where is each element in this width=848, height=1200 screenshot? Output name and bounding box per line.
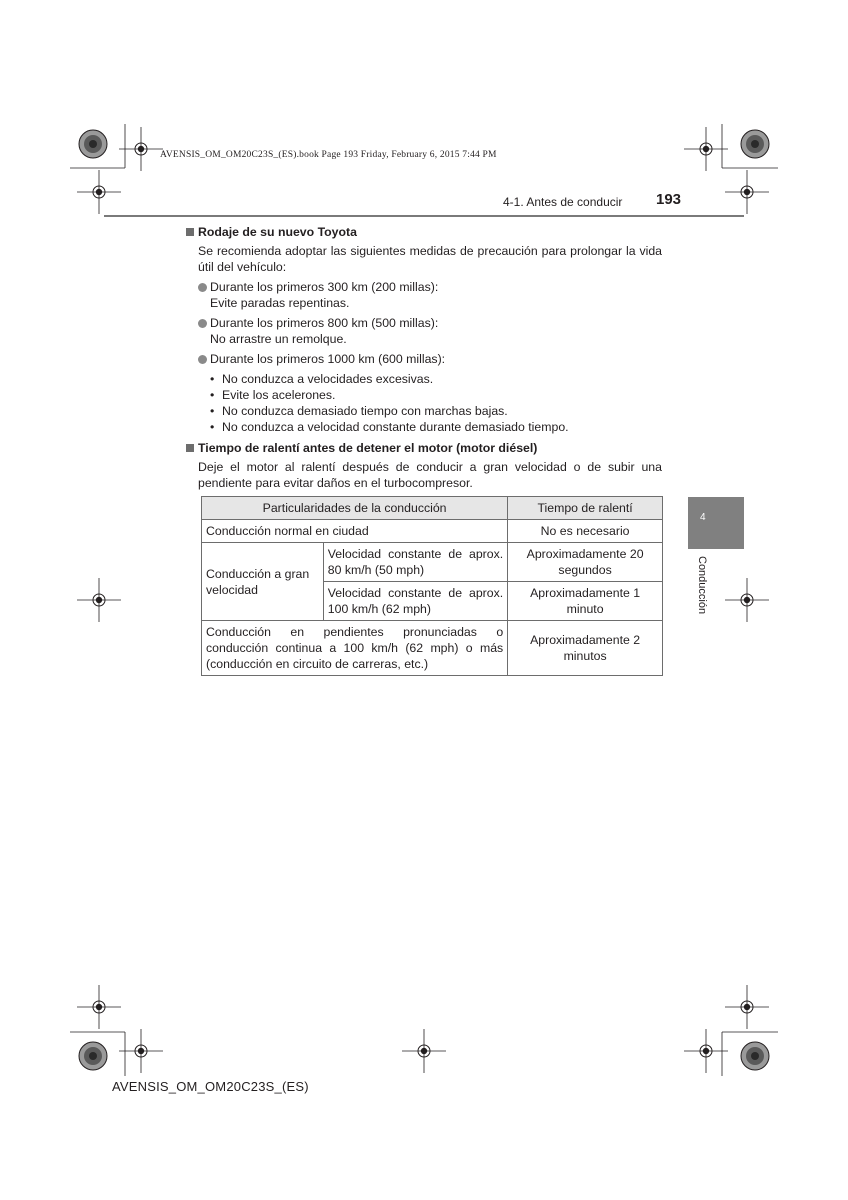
heading-break-in: Rodaje de su nuevo Toyota <box>186 224 662 240</box>
table-cell: Velocidad constante de aprox. 100 km/h (62 mph) <box>323 582 507 621</box>
table-header-row <box>202 497 663 520</box>
table-header-cell: Tiempo de ralentí <box>508 497 663 520</box>
list-item-title: Durante los primeros 300 km (200 millas): <box>210 280 439 294</box>
list-item <box>198 279 662 311</box>
table-row <box>202 621 663 676</box>
list-item-title: Durante los primeros 800 km (500 millas): <box>210 316 439 330</box>
main-content <box>186 224 662 491</box>
list-item <box>198 315 662 347</box>
table-cell: Velocidad constante de aprox. 80 km/h (50 mph) <box>323 543 507 582</box>
table-row <box>202 520 663 543</box>
bullet-item: • No conduzca demasiado tiempo con marchas bajas. <box>210 403 662 419</box>
table-row <box>202 543 663 582</box>
table-cell: Conducción en pendientes pronunciadas o conducción continua a 100 km/h (62 mph) o más (conducción en circuito de carreras, etc.) <box>202 621 508 676</box>
table-cell: Aproximadamente 2 minutos <box>508 621 663 676</box>
idle-time-table <box>201 496 663 676</box>
table-header-cell: Particularidades de la conducción <box>202 497 508 520</box>
list-item-text: No arrastre un remolque. <box>210 332 347 346</box>
break-in-intro: Se recomienda adoptar las siguientes medidas de precaución para prolongar la vida útil del vehículo: <box>198 244 662 274</box>
table-cell: Aproximadamente 20 segundos <box>508 543 663 582</box>
list-item-title: Durante los primeros 1000 km (600 millas): <box>210 352 446 366</box>
bullet-list <box>186 371 662 435</box>
bullet-item: • No conduzca a velocidades excesivas. <box>210 371 662 387</box>
chapter-tab-number: 4 <box>700 512 706 523</box>
table-cell: No es necesario <box>508 520 663 543</box>
chapter-tab <box>688 497 744 549</box>
header-rule <box>104 215 744 217</box>
table-cell: Aproximadamente 1 minuto <box>508 582 663 621</box>
list-item <box>198 351 662 367</box>
bullet-item: • No conduzca a velocidad constante durante demasiado tiempo. <box>210 419 662 435</box>
bullet-item: • Evite los acelerones. <box>210 387 662 403</box>
table-cell: Conducción normal en ciudad <box>202 520 508 543</box>
section-title: 4-1. Antes de conducir <box>503 195 623 209</box>
chapter-tab-label: Conducción <box>696 556 708 615</box>
table-cell: Conducción a gran velocidad <box>202 543 324 621</box>
footer-document-id: AVENSIS_OM_OM20C23S_(ES) <box>112 1079 309 1094</box>
page-number: 193 <box>656 191 682 208</box>
heading-idle-time: Tiempo de ralentí antes de detener el motor (motor diésel) <box>186 440 662 456</box>
idle-time-intro: Deje el motor al ralentí después de conducir a gran velocidad o de subir una pendiente para evitar daños en el turbocompresor. <box>198 460 662 490</box>
print-info: AVENSIS_OM_OM20C23S_(ES).book Page 193 Friday, February 6, 2015 7:44 PM <box>160 150 497 160</box>
list-item-text: Evite paradas repentinas. <box>210 296 350 310</box>
